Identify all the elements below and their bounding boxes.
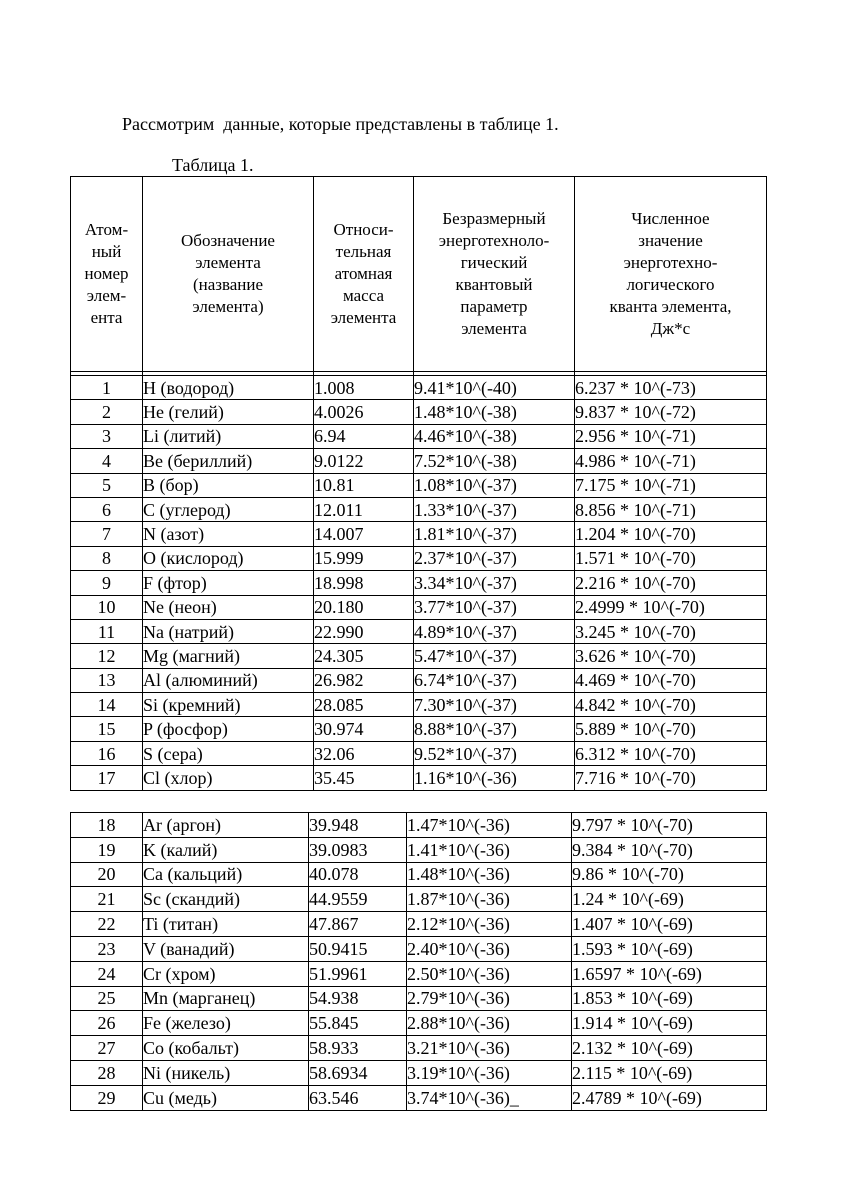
table-row	[71, 571, 767, 595]
cell-quantum: 2.956 * 10^(-71)	[575, 424, 767, 448]
cell-atomic-number: 6	[71, 497, 143, 521]
cell-quantum: 2.216 * 10^(-70)	[575, 571, 767, 595]
cell-atomic-number: 22	[71, 912, 143, 937]
cell-parameter: 1.48*10^(-36)	[407, 862, 572, 887]
header-designation: Обозначение элемента (название элемента)	[143, 177, 314, 372]
cell-atomic-mass: 1.008	[314, 376, 414, 400]
header-atomic-mass: Относи- тельная атомная масса элемента	[314, 177, 414, 372]
cell-atomic-number: 17	[71, 766, 143, 790]
cell-element: P (фосфор)	[143, 717, 314, 741]
cell-parameter: 3.34*10^(-37)	[414, 571, 575, 595]
cell-parameter: 4.89*10^(-37)	[414, 619, 575, 643]
cell-atomic-mass: 28.085	[314, 693, 414, 717]
cell-atomic-number: 26	[71, 1011, 143, 1036]
cell-atomic-mass: 22.990	[314, 619, 414, 643]
cell-atomic-mass: 30.974	[314, 717, 414, 741]
cell-atomic-mass: 58.933	[309, 1036, 407, 1061]
table-row	[71, 1060, 767, 1085]
cell-atomic-mass: 18.998	[314, 571, 414, 595]
cell-atomic-mass: 4.0026	[314, 400, 414, 424]
table-row	[71, 986, 767, 1011]
cell-parameter: 1.41*10^(-36)	[407, 837, 572, 862]
cell-parameter: 3.19*10^(-36)	[407, 1060, 572, 1085]
cell-quantum: 9.86 * 10^(-70)	[572, 862, 767, 887]
table-row	[71, 546, 767, 570]
cell-atomic-number: 5	[71, 473, 143, 497]
cell-element: Cl (хлор)	[143, 766, 314, 790]
cell-quantum: 1.24 * 10^(-69)	[572, 887, 767, 912]
cell-quantum: 1.593 * 10^(-69)	[572, 936, 767, 961]
table-row	[71, 619, 767, 643]
table-row	[71, 1011, 767, 1036]
cell-atomic-number: 24	[71, 961, 143, 986]
cell-atomic-number: 23	[71, 936, 143, 961]
cell-quantum: 4.986 * 10^(-71)	[575, 449, 767, 473]
cell-parameter: 3.77*10^(-37)	[414, 595, 575, 619]
cell-atomic-mass: 32.06	[314, 741, 414, 765]
cell-quantum: 1.407 * 10^(-69)	[572, 912, 767, 937]
cell-atomic-mass: 50.9415	[309, 936, 407, 961]
cell-element: Ca (кальций)	[143, 862, 309, 887]
cell-parameter: 1.87*10^(-36)	[407, 887, 572, 912]
cell-atomic-mass: 26.982	[314, 668, 414, 692]
cell-atomic-number: 14	[71, 693, 143, 717]
cell-quantum: 1.571 * 10^(-70)	[575, 546, 767, 570]
cell-atomic-number: 27	[71, 1036, 143, 1061]
cell-atomic-number: 1	[71, 376, 143, 400]
cell-quantum: 6.312 * 10^(-70)	[575, 741, 767, 765]
table-row	[71, 693, 767, 717]
cell-quantum: 4.842 * 10^(-70)	[575, 693, 767, 717]
table-row	[71, 741, 767, 765]
cell-parameter: 2.37*10^(-37)	[414, 546, 575, 570]
cell-atomic-number: 21	[71, 887, 143, 912]
cell-element: B (бор)	[143, 473, 314, 497]
cell-parameter: 3.21*10^(-36)	[407, 1036, 572, 1061]
table-row	[71, 813, 767, 838]
cell-quantum: 7.716 * 10^(-70)	[575, 766, 767, 790]
elements-table-top	[70, 176, 767, 791]
cell-atomic-mass: 40.078	[309, 862, 407, 887]
cell-parameter: 3.74*10^(-36)_	[407, 1085, 572, 1110]
cell-quantum: 1.204 * 10^(-70)	[575, 522, 767, 546]
table-row	[71, 766, 767, 790]
cell-atomic-number: 13	[71, 668, 143, 692]
cell-atomic-number: 25	[71, 986, 143, 1011]
cell-atomic-number: 16	[71, 741, 143, 765]
cell-element: Ne (неон)	[143, 595, 314, 619]
table-row	[71, 449, 767, 473]
cell-quantum: 5.889 * 10^(-70)	[575, 717, 767, 741]
table-row	[71, 961, 767, 986]
cell-parameter: 8.88*10^(-37)	[414, 717, 575, 741]
table-row	[71, 837, 767, 862]
table-row	[71, 644, 767, 668]
cell-atomic-mass: 9.0122	[314, 449, 414, 473]
cell-element: Fe (железо)	[143, 1011, 309, 1036]
cell-parameter: 7.30*10^(-37)	[414, 693, 575, 717]
cell-element: Sc (скандий)	[143, 887, 309, 912]
cell-element: Ni (никель)	[143, 1060, 309, 1085]
cell-atomic-number: 4	[71, 449, 143, 473]
cell-element: Cr (хром)	[143, 961, 309, 986]
cell-parameter: 9.41*10^(-40)	[414, 376, 575, 400]
cell-element: H (водород)	[143, 376, 314, 400]
cell-element: O (кислород)	[143, 546, 314, 570]
cell-quantum: 3.245 * 10^(-70)	[575, 619, 767, 643]
cell-quantum: 7.175 * 10^(-71)	[575, 473, 767, 497]
cell-quantum: 9.837 * 10^(-72)	[575, 400, 767, 424]
cell-quantum: 2.115 * 10^(-69)	[572, 1060, 767, 1085]
cell-atomic-number: 2	[71, 400, 143, 424]
cell-parameter: 1.16*10^(-36)	[414, 766, 575, 790]
cell-element: Co (кобальт)	[143, 1036, 309, 1061]
cell-atomic-mass: 55.845	[309, 1011, 407, 1036]
table-caption: Таблица 1.	[172, 155, 254, 175]
cell-atomic-mass: 54.938	[309, 986, 407, 1011]
table-row	[71, 522, 767, 546]
cell-atomic-mass: 12.011	[314, 497, 414, 521]
cell-element: Mn (марганец)	[143, 986, 309, 1011]
cell-element: Be (бериллий)	[143, 449, 314, 473]
cell-parameter: 2.40*10^(-36)	[407, 936, 572, 961]
cell-parameter: 6.74*10^(-37)	[414, 668, 575, 692]
table-row	[71, 936, 767, 961]
cell-atomic-number: 9	[71, 571, 143, 595]
cell-atomic-mass: 6.94	[314, 424, 414, 448]
cell-atomic-number: 7	[71, 522, 143, 546]
cell-element: N (азот)	[143, 522, 314, 546]
table-row	[71, 912, 767, 937]
cell-atomic-number: 10	[71, 595, 143, 619]
cell-quantum: 9.384 * 10^(-70)	[572, 837, 767, 862]
header-atomic-number: Атом- ный номер элем- ента	[71, 177, 143, 372]
table-row	[71, 1036, 767, 1061]
cell-quantum: 2.4999 * 10^(-70)	[575, 595, 767, 619]
cell-atomic-mass: 14.007	[314, 522, 414, 546]
table-row	[71, 595, 767, 619]
cell-atomic-mass: 58.6934	[309, 1060, 407, 1085]
cell-parameter: 1.48*10^(-38)	[414, 400, 575, 424]
cell-element: V (ванадий)	[143, 936, 309, 961]
table-row	[71, 424, 767, 448]
cell-parameter: 1.47*10^(-36)	[407, 813, 572, 838]
header-quantum: Численное значение энерготехно- логического кванта элемента, Дж*с	[575, 177, 767, 372]
intro-text: Рассмотрим данные, которые представлены в таблице 1.	[122, 114, 559, 134]
cell-atomic-mass: 20.180	[314, 595, 414, 619]
cell-element: Li (литий)	[143, 424, 314, 448]
table-row	[71, 717, 767, 741]
cell-quantum: 8.856 * 10^(-71)	[575, 497, 767, 521]
cell-element: Ti (титан)	[143, 912, 309, 937]
cell-element: He (гелий)	[143, 400, 314, 424]
cell-atomic-mass: 63.546	[309, 1085, 407, 1110]
cell-quantum: 4.469 * 10^(-70)	[575, 668, 767, 692]
cell-parameter: 2.12*10^(-36)	[407, 912, 572, 937]
cell-element: K (калий)	[143, 837, 309, 862]
table-row	[71, 376, 767, 400]
cell-atomic-mass: 47.867	[309, 912, 407, 937]
cell-parameter: 1.33*10^(-37)	[414, 497, 575, 521]
header-parameter: Безразмерный энерготехноло- гический квантовый параметр элемента	[414, 177, 575, 372]
cell-parameter: 2.79*10^(-36)	[407, 986, 572, 1011]
cell-element: C (углерод)	[143, 497, 314, 521]
cell-atomic-number: 19	[71, 837, 143, 862]
cell-element: Cu (медь)	[143, 1085, 309, 1110]
table-row	[71, 1085, 767, 1110]
cell-quantum: 3.626 * 10^(-70)	[575, 644, 767, 668]
cell-atomic-number: 28	[71, 1060, 143, 1085]
cell-atomic-number: 8	[71, 546, 143, 570]
elements-table-bottom	[70, 812, 767, 1111]
cell-quantum: 9.797 * 10^(-70)	[572, 813, 767, 838]
table-row	[71, 473, 767, 497]
cell-parameter: 1.81*10^(-37)	[414, 522, 575, 546]
cell-atomic-mass: 44.9559	[309, 887, 407, 912]
cell-atomic-number: 11	[71, 619, 143, 643]
header-row	[71, 177, 767, 372]
cell-atomic-number: 3	[71, 424, 143, 448]
cell-element: Mg (магний)	[143, 644, 314, 668]
cell-quantum: 1.914 * 10^(-69)	[572, 1011, 767, 1036]
cell-parameter: 4.46*10^(-38)	[414, 424, 575, 448]
cell-quantum: 1.853 * 10^(-69)	[572, 986, 767, 1011]
cell-element: Al (алюминий)	[143, 668, 314, 692]
cell-parameter: 7.52*10^(-38)	[414, 449, 575, 473]
cell-element: Ar (аргон)	[143, 813, 309, 838]
cell-atomic-mass: 39.948	[309, 813, 407, 838]
cell-quantum: 2.132 * 10^(-69)	[572, 1036, 767, 1061]
cell-parameter: 9.52*10^(-37)	[414, 741, 575, 765]
cell-element: Na (натрий)	[143, 619, 314, 643]
cell-atomic-mass: 15.999	[314, 546, 414, 570]
table-row	[71, 887, 767, 912]
cell-element: S (сера)	[143, 741, 314, 765]
cell-atomic-mass: 10.81	[314, 473, 414, 497]
cell-quantum: 2.4789 * 10^(-69)	[572, 1085, 767, 1110]
table-row	[71, 400, 767, 424]
cell-parameter: 1.08*10^(-37)	[414, 473, 575, 497]
cell-atomic-number: 18	[71, 813, 143, 838]
table-row	[71, 668, 767, 692]
cell-atomic-number: 20	[71, 862, 143, 887]
cell-atomic-mass: 51.9961	[309, 961, 407, 986]
cell-atomic-mass: 39.0983	[309, 837, 407, 862]
cell-atomic-number: 15	[71, 717, 143, 741]
table-row	[71, 862, 767, 887]
cell-element: F (фтор)	[143, 571, 314, 595]
cell-parameter: 2.50*10^(-36)	[407, 961, 572, 986]
cell-element: Si (кремний)	[143, 693, 314, 717]
cell-quantum: 1.6597 * 10^(-69)	[572, 961, 767, 986]
cell-quantum: 6.237 * 10^(-73)	[575, 376, 767, 400]
cell-atomic-mass: 35.45	[314, 766, 414, 790]
table-row	[71, 497, 767, 521]
cell-atomic-mass: 24.305	[314, 644, 414, 668]
cell-parameter: 2.88*10^(-36)	[407, 1011, 572, 1036]
cell-atomic-number: 12	[71, 644, 143, 668]
cell-parameter: 5.47*10^(-37)	[414, 644, 575, 668]
cell-atomic-number: 29	[71, 1085, 143, 1110]
